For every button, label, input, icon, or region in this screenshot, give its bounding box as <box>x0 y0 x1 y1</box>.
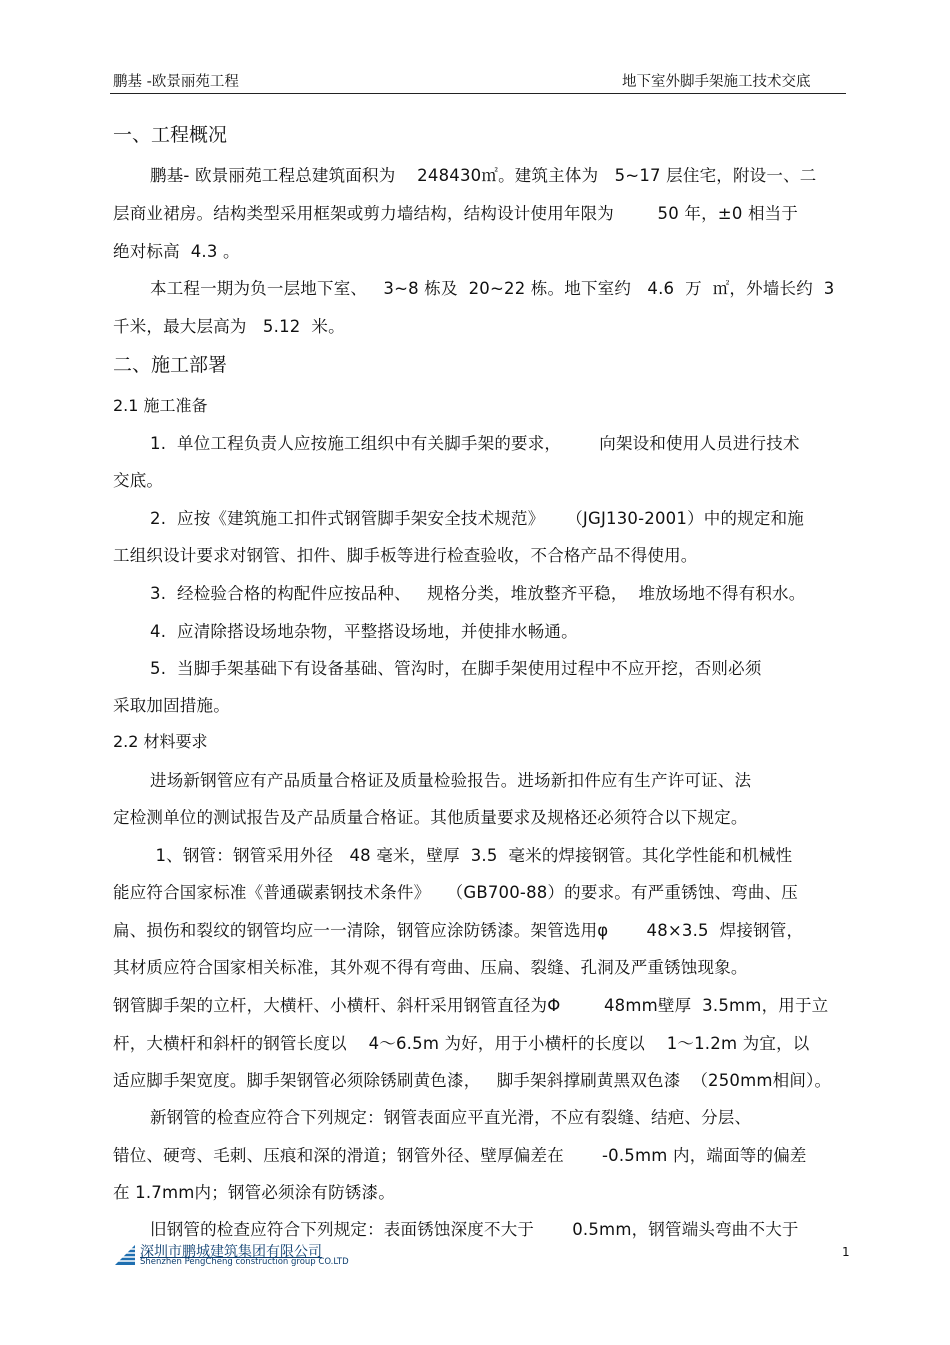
company-name-en: Shenzhen PengCheng construction group CO.LTD <box>140 1257 349 1267</box>
company-name-cn: 深圳市鹏城建筑集团有限公司 <box>140 1244 322 1260</box>
paragraph-line: 交底。 <box>113 471 164 490</box>
paragraph-line: 定检测单位的测试报告及产品质量合格证。其他质量要求及规格还必须符合以下规定。 <box>113 808 748 827</box>
page-header-right: 地下室外脚手架施工技术交底 <box>622 74 811 90</box>
paragraph-line: 4. 应清除搭设场地杂物，平整搭设场地，并使排水畅通。 <box>150 622 578 641</box>
paragraph-line: 采取加固措施。 <box>113 696 230 715</box>
paragraph-line: 扁、损伤和裂纹的钢管均应一一清除，钢管应涂防锈漆。架管选用φ 48×3.5 焊接钢管， <box>113 921 804 940</box>
paragraph-line: 5. 当脚手架基础下有设备基础、管沟时，在脚手架使用过程中不应开挖，否则必须 <box>150 659 762 678</box>
paragraph-line: 工组织设计要求对钢管、扣件、脚手板等进行检查验收，不合格产品不得使用。 <box>113 546 698 565</box>
section-1-title: 一、工程概况 <box>113 124 228 146</box>
paragraph-line: 旧钢管的检查应符合下列规定：表面锈蚀深度不大于 0.5mm，钢管端头弯曲不大于 <box>150 1220 799 1239</box>
paragraph-line: 新钢管的检查应符合下列规定：钢管表面应平直光滑，不应有裂缝、结疤、分层、 <box>150 1108 752 1127</box>
paragraph-line: 2. 应按《建筑施工扣件式钢管脚手架安全技术规范》 （JGJ130-2001）中的规定和施 <box>150 509 804 528</box>
paragraph-line: 层商业裙房。结构类型采用框架或剪力墙结构，结构设计使用年限为 50 年，±0 相当于 <box>113 204 799 223</box>
paragraph-line: 钢管脚手架的立杆，大横杆、小横杆、斜杆采用钢管直径为Φ 48mm壁厚 3.5mm，用于立 <box>113 996 829 1015</box>
subsection-2-2-title: 2.2 材料要求 <box>113 732 208 751</box>
paragraph-line: 在 1.7mm内；钢管必须涂有防锈漆。 <box>113 1183 395 1202</box>
subsection-2-1-title: 2.1 施工准备 <box>113 396 208 415</box>
paragraph-line: 其材质应符合国家相关标准，其外观不得有弯曲、压扁、裂缝、孔洞及严重锈蚀现象。 <box>113 958 748 977</box>
paragraph-line: 绝对标高 4.3 。 <box>113 242 240 261</box>
paragraph-line: 错位、硬弯、毛刺、压痕和深的滑道；钢管外径、壁厚偏差在 -0.5mm 内，端面等的偏差 <box>113 1146 807 1165</box>
page-header-left: 鹏基 -欧景丽苑工程 <box>113 74 239 90</box>
page-number: 1 <box>842 1245 850 1259</box>
paragraph-line: 3. 经检验合格的构配件应按品种、 规格分类，堆放整齐平稳， 堆放场地不得有积水。 <box>150 584 806 603</box>
paragraph-line: 1、钢管：钢管采用外径 48 毫米，壁厚 3.5 毫米的焊接钢管。其化学性能和机械性 <box>150 846 793 865</box>
paragraph-line: 杆，大横杆和斜杆的钢管长度以 4～6.5m 为好，用于小横杆的长度以 1～1.2m 为宜，以 <box>113 1034 810 1053</box>
paragraph-line: 进场新钢管应有产品质量合格证及质量检验报告。进场新扣件应有生产许可证、法 <box>150 771 752 790</box>
section-2-title: 二、施工部署 <box>113 354 228 376</box>
paragraph-line: 1. 单位工程负责人应按施工组织中有关脚手架的要求， 向架设和使用人员进行技术 <box>150 434 800 453</box>
header-rule <box>110 93 846 94</box>
paragraph-line: 适应脚手架宽度。脚手架钢管必须除锈刷黄色漆， 脚手架斜撑刷黄黑双色漆 （250mm相间）。 <box>113 1071 832 1090</box>
paragraph-line: 本工程一期为负一层地下室、 3~8 栋及 20~22 栋。地下室约 4.6 万 ㎡，外墙长约 3 <box>150 279 835 298</box>
paragraph-line: 千米，最大层高为 5.12 米。 <box>113 317 345 336</box>
paragraph-line: 鹏基- 欧景丽苑工程总建筑面积为 248430㎡。建筑主体为 5~17 层住宅，附设一、二 <box>150 166 817 185</box>
paragraph-line: 能应符合国家标准《普通碳素钢技术条件》 （GB700-88）的要求。有严重锈蚀、弯曲、压 <box>113 883 798 902</box>
company-logo-icon <box>113 1243 137 1267</box>
